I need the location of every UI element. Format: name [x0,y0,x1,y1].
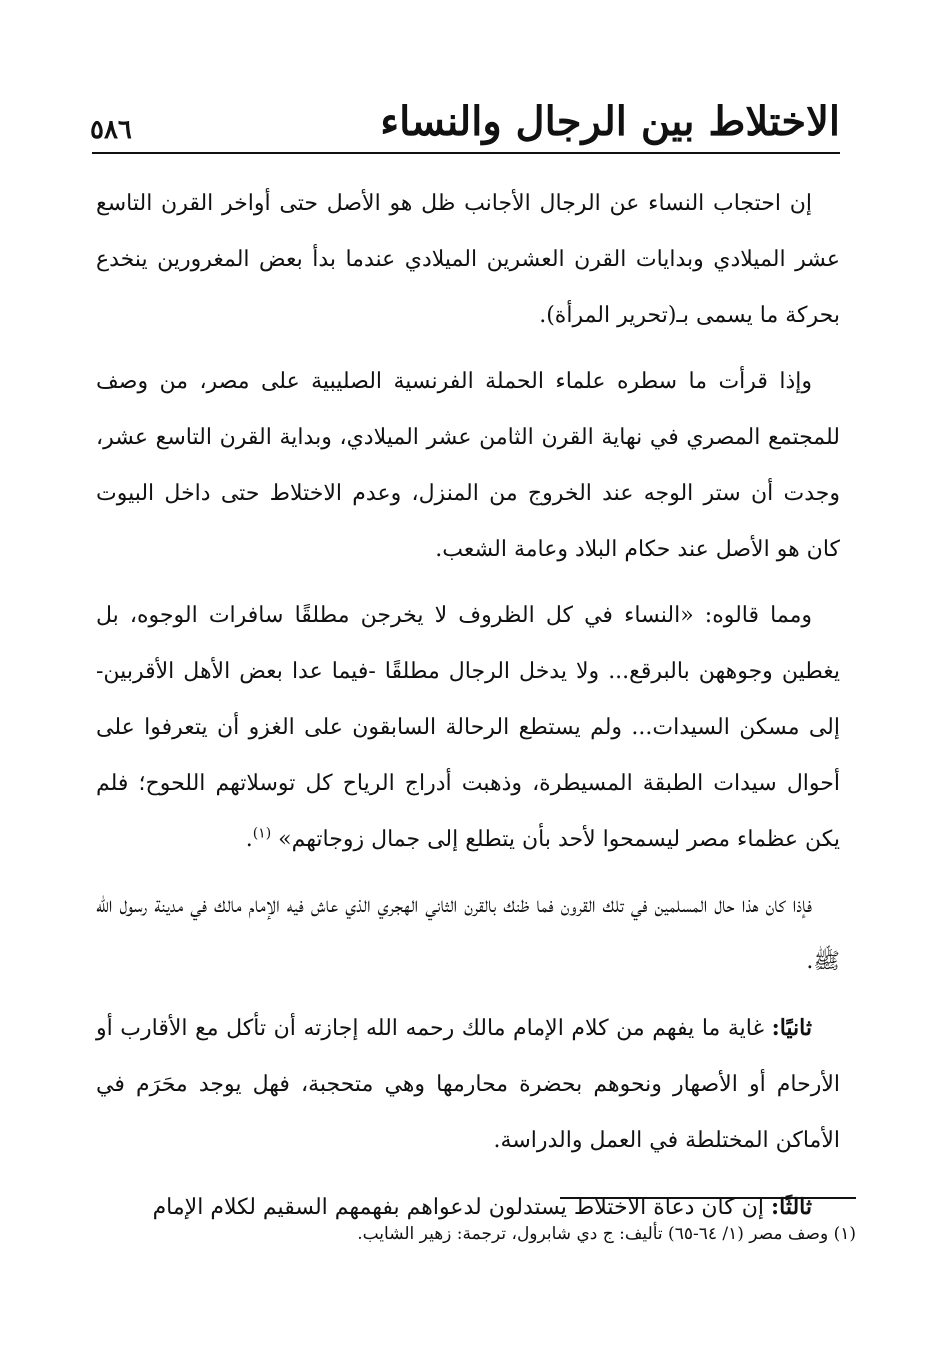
paragraph-3-quote [96,588,840,868]
paragraph-3-text: ومما قالوه: «النساء في كل الظروف لا يخرجن مطلقًا سافرات الوجوه، بل يغطين وجوههن بالبرقع... ولا يدخل الرجال مطلقًا -فيما عدا بعض الأهل الأقربين- إلى مسكن السيدات... ولم يستطع الرحالة السابقون على الغزو أن يتعرفوا على أحوال سيدات الطبقة المسيطرة، وذهبت أدراج الرياح كل توسلاتهم اللحوح؛ فلم يكن عظماء مصر ليسمحوا لأحد بأن يتطلع إلى جمال زوجاتهم» [96,603,840,852]
second-point-label: ثانيًا: [771,1015,812,1041]
footnote-rule [560,1197,856,1199]
paragraph-1 [96,176,840,344]
paragraph-4 [96,878,840,990]
footnote: (١) وصف مصر (١/ ٦٤-٦٥) تأليف: ج دي شابرول، ترجمة: زهير الشايب. [357,1224,856,1244]
running-head [90,88,840,158]
paragraph-2 [96,354,840,578]
paragraph-4-text: فإذا كان هذا حال المسلمين في تلك القرون فما ظنك بالقرن الثاني الهجري الذي عاش فيه الإمام مالك في مدينة رسول الله ﷺ. [96,893,840,974]
paragraph-second-point [96,1000,840,1169]
paragraph-1-text: إن احتجاب النساء عن الرجال الأجانب ظل هو الأصل حتى أواخر القرن التاسع عشر الميلادي وبدايات القرن العشرين الميلادي عندما بدأ بعض المغرورين ينخدع بحركة ما يسمى بـ(تحرير المرأة). [96,191,840,328]
page-number: ٥٨٦ [90,115,132,145]
body-text [96,176,840,1246]
third-point-text: إن كان دعاة الاختلاط يستدلون لدعواهم بفهمهم السقيم لكلام الإمام [152,1195,771,1220]
second-point-text: غاية ما يفهم من كلام الإمام مالك رحمه الله إجازته أن تأكل مع الأقارب أو الأرحام أو الأصهار ونحوهم بحضرة محارمها وهي متحجبة، فهل يوجد محَرَم في الأماكن المختلطة في العمل والدراسة. [96,1016,840,1153]
third-point-label: ثالثًا: [771,1194,812,1220]
header-rule [92,152,840,154]
paragraph-2-text: وإذا قرأت ما سطره علماء الحملة الفرنسية الصليبية على مصر، من وصف للمجتمع المصري في نهاية القرن الثامن عشر الميلادي، وبداية القرن التاسع عشر، وجدت أن ستر الوجه عند الخروج من المنزل، وعدم الاختلاط حتى داخل البيوت كان هو الأصل عند حكام البلاد وعامة الشعب. [96,369,840,562]
paragraph-3-tail: . [245,827,253,852]
header-title: الاختلاط بين الرجال والنساء [380,98,840,145]
footnote-reference: (١) [252,825,272,842]
